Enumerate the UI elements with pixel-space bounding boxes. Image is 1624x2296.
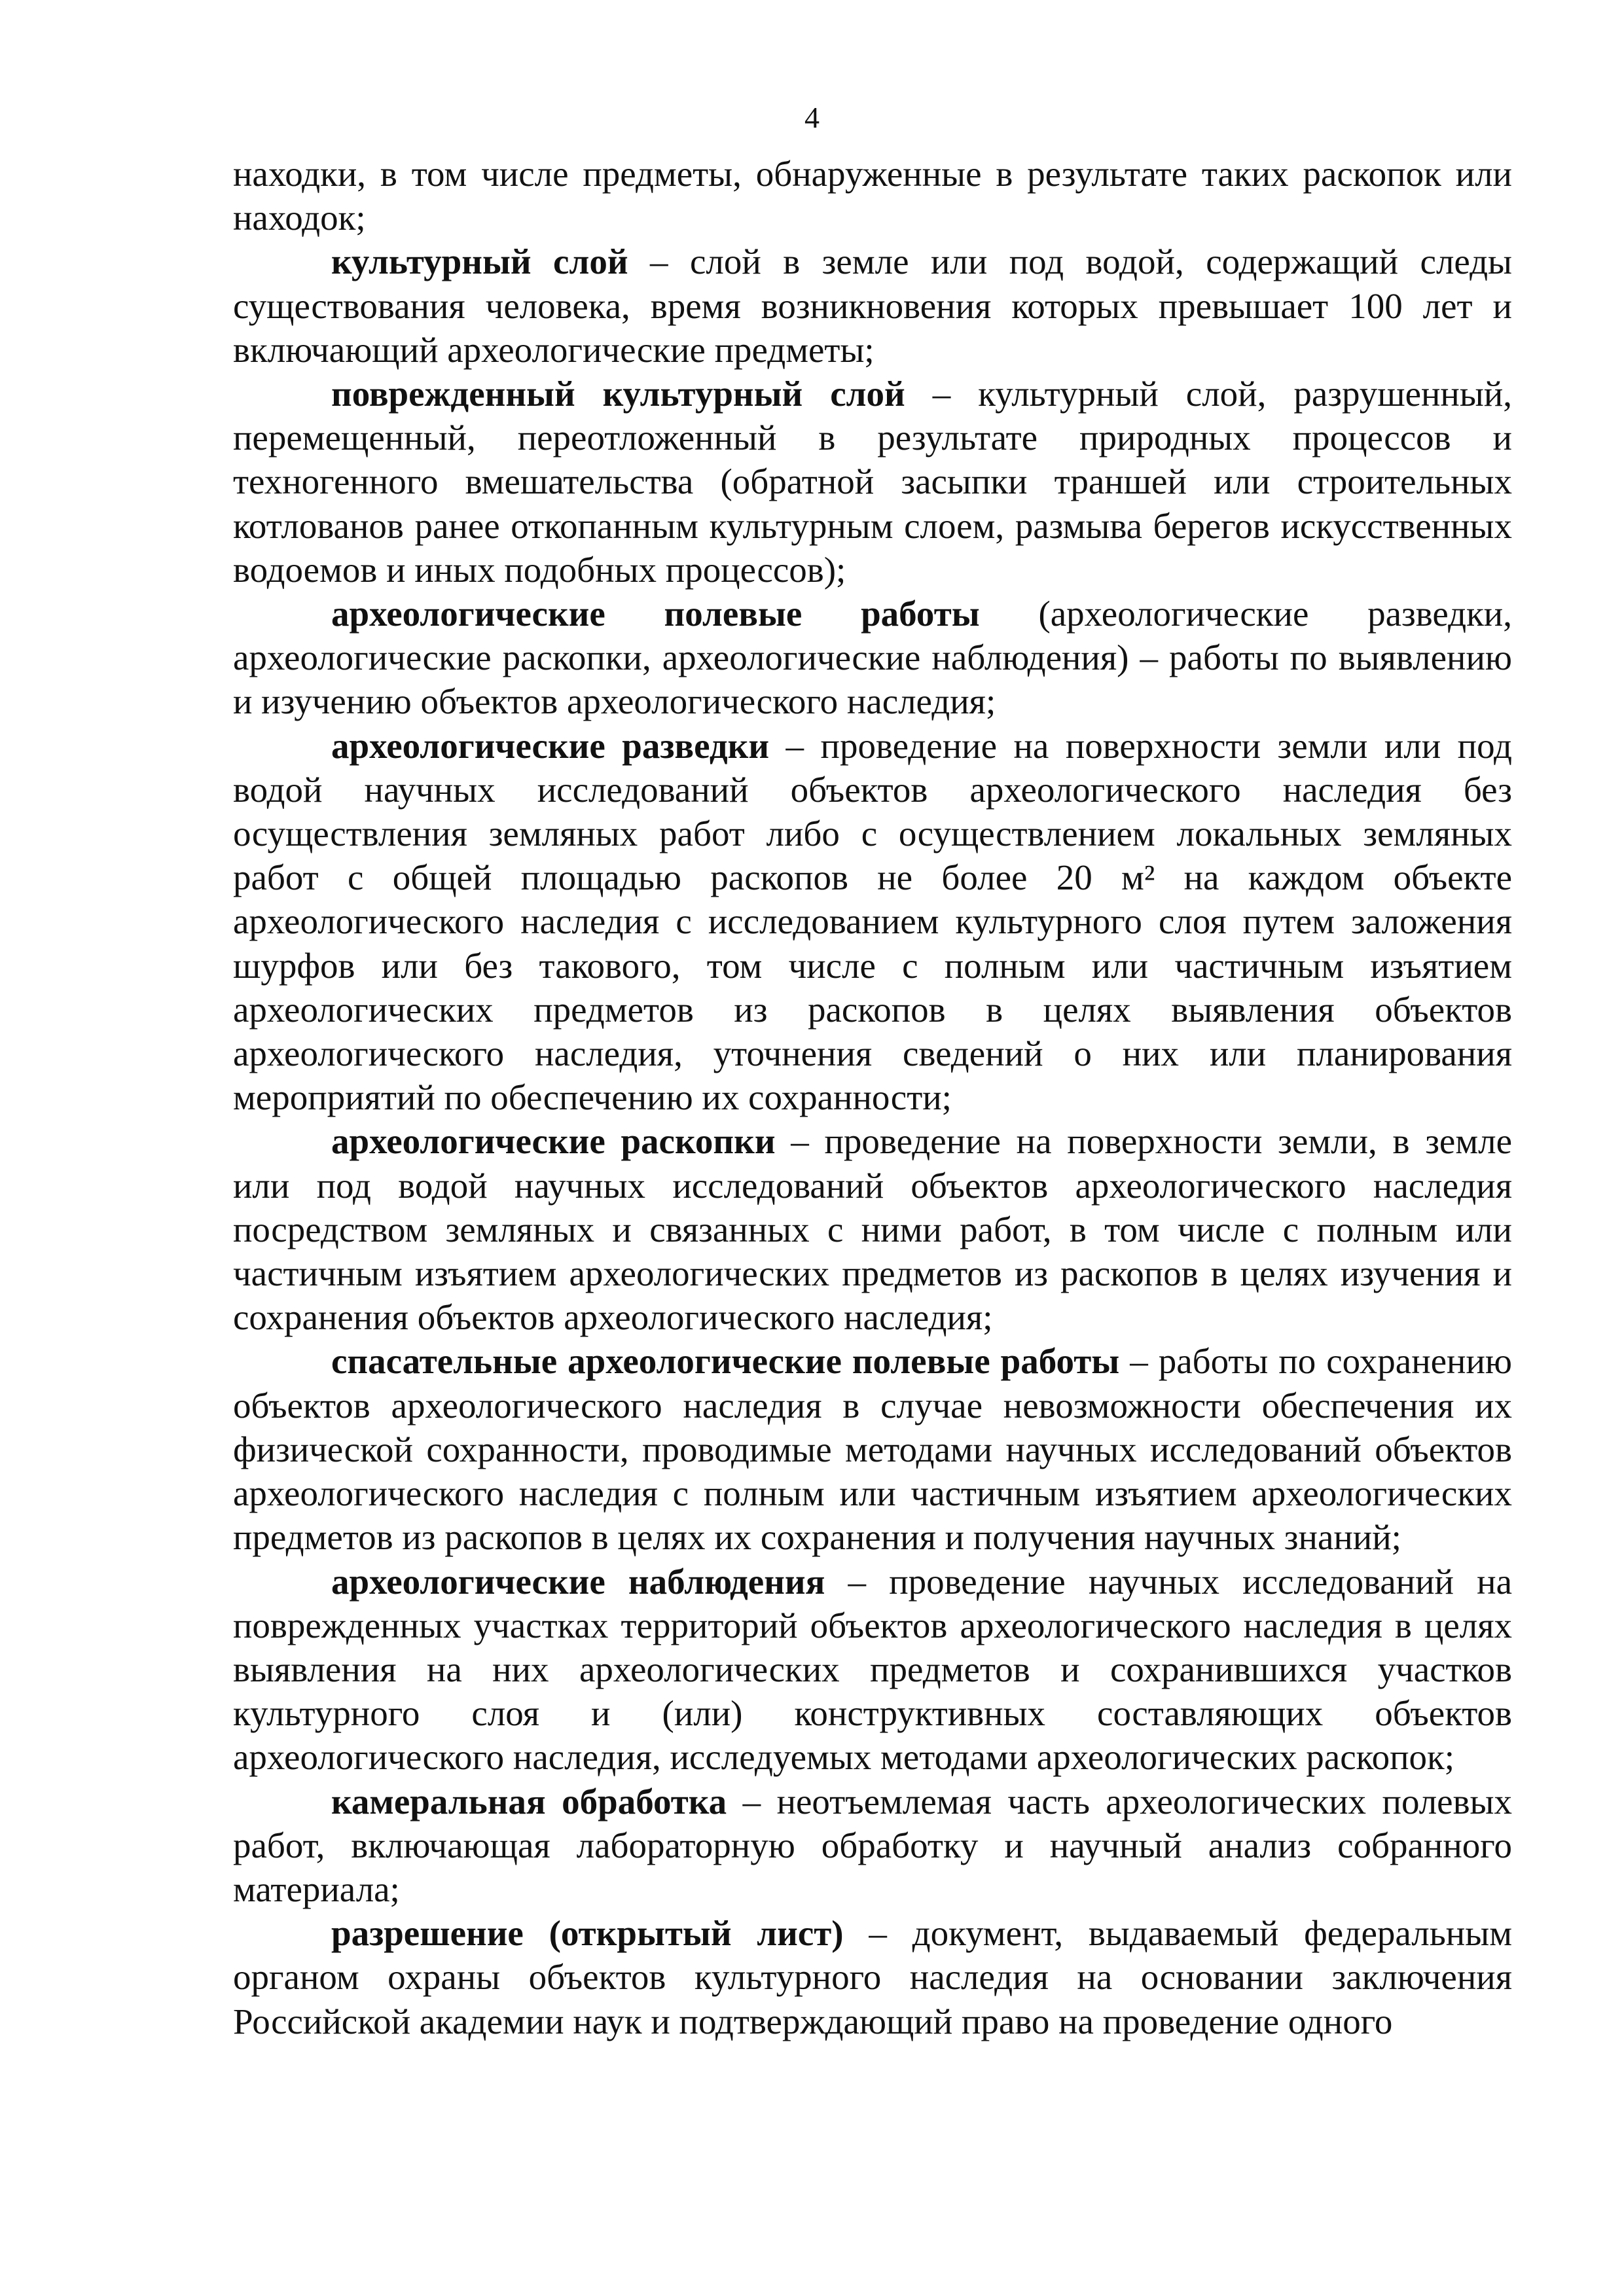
definition-text: (археологические разведки, археологические раскопки, археологические наблюдения) – работы по выявлению и изучению объектов археологического наследия; <box>233 594 1512 722</box>
definition-term: археологические полевые работы <box>331 594 980 634</box>
definition-text: – документ, выдаваемый федеральным органом охраны объектов культурного наследия на основании заключения Российской академии наук и подтверждающий право на проведение одного <box>233 1913 1512 2041</box>
definition-damaged-cultural-layer <box>233 372 1512 592</box>
definition-term: спасательные археологические полевые работы <box>331 1341 1120 1382</box>
definition-term: археологические раскопки <box>331 1121 776 1162</box>
definition-term: археологические разведки <box>331 725 770 766</box>
definition-rescue-field-works <box>233 1339 1512 1559</box>
definition-desk-processing <box>233 1780 1512 1912</box>
page-number: 4 <box>804 101 820 134</box>
definition-term: разрешение (открытый лист) <box>331 1913 844 1954</box>
definition-text: – проведение на поверхности земли, в земле или под водой научных исследований объектов археологического наследия посредством земляных и связанных с ними работ, в том числе с полным или частичным изъятием археологических предметов из раскопов в целях изучения и сохранения объектов археологического наследия; <box>233 1121 1513 1338</box>
paragraph-continuation <box>233 152 1512 240</box>
definition-excavations <box>233 1119 1512 1339</box>
definition-text: – культурный слой, разрушенный, перемещенный, переотложенный в результате природных процессов и техногенного вмешательства (обратной засыпки траншей или строительных котлованов ранее откопанным культурным слоем, размыва берегов искусственных водоемов и иных подобных процессов); <box>233 374 1513 590</box>
definition-text: – неотъемлемая часть археологических полевых работ, включающая лабораторную обработку и научный анализ собранного материала; <box>233 1781 1512 1909</box>
definition-term: культурный слой <box>331 242 628 282</box>
definition-text: – работы по сохранению объектов археологического наследия в случае невозможности обеспечения их физической сохранности, проводимые методами научных исследований объектов археологического наследия с полным или частичным изъятием археологических предметов из раскопов в целях их сохранения и получения научных знаний; <box>233 1341 1512 1558</box>
definition-text: – слой в земле или под водой, содержащий следы существования человека, время возникновения которых превышает 100 лет и включающий археологические предметы; <box>233 242 1513 370</box>
definition-cultural-layer <box>233 240 1512 372</box>
definition-term: камеральная обработка <box>331 1781 727 1821</box>
document-body <box>233 152 1512 2043</box>
definition-observations <box>233 1560 1512 1780</box>
definition-explorations <box>233 724 1512 1120</box>
paragraph-text: находки, в том числе предметы, обнаруженные в результате таких раскопок или находок; <box>233 154 1512 238</box>
definition-field-works <box>233 592 1512 724</box>
definition-text: – проведение научных исследований на поврежденных участках территорий объектов археологического наследия в целях выявления на них археологических предметов и сохранившихся участков культурного слоя и (или) конструктивных составляющих объектов археологического наследия, исследуемых методами археологических раскопок; <box>233 1561 1512 1778</box>
definition-term: поврежденный культурный слой <box>331 374 905 414</box>
definition-term: археологические наблюдения <box>331 1561 825 1602</box>
definition-permit <box>233 1911 1512 2043</box>
definition-text: – проведение на поверхности земли или под водой научных исследований объектов археологического наследия без осуществления земляных работ либо с осуществлением локальных земляных работ с общей площадью раскопов не более 20 м² на каждом объекте археологического наследия с исследованием культурного слоя путем заложения шурфов или без такового, том числе с полным или частичным изъятием археологических предметов из раскопов в целях выявления объектов археологического наследия, уточнения сведений о них или планирования мероприятий по обеспечению их сохранности; <box>233 725 1513 1118</box>
